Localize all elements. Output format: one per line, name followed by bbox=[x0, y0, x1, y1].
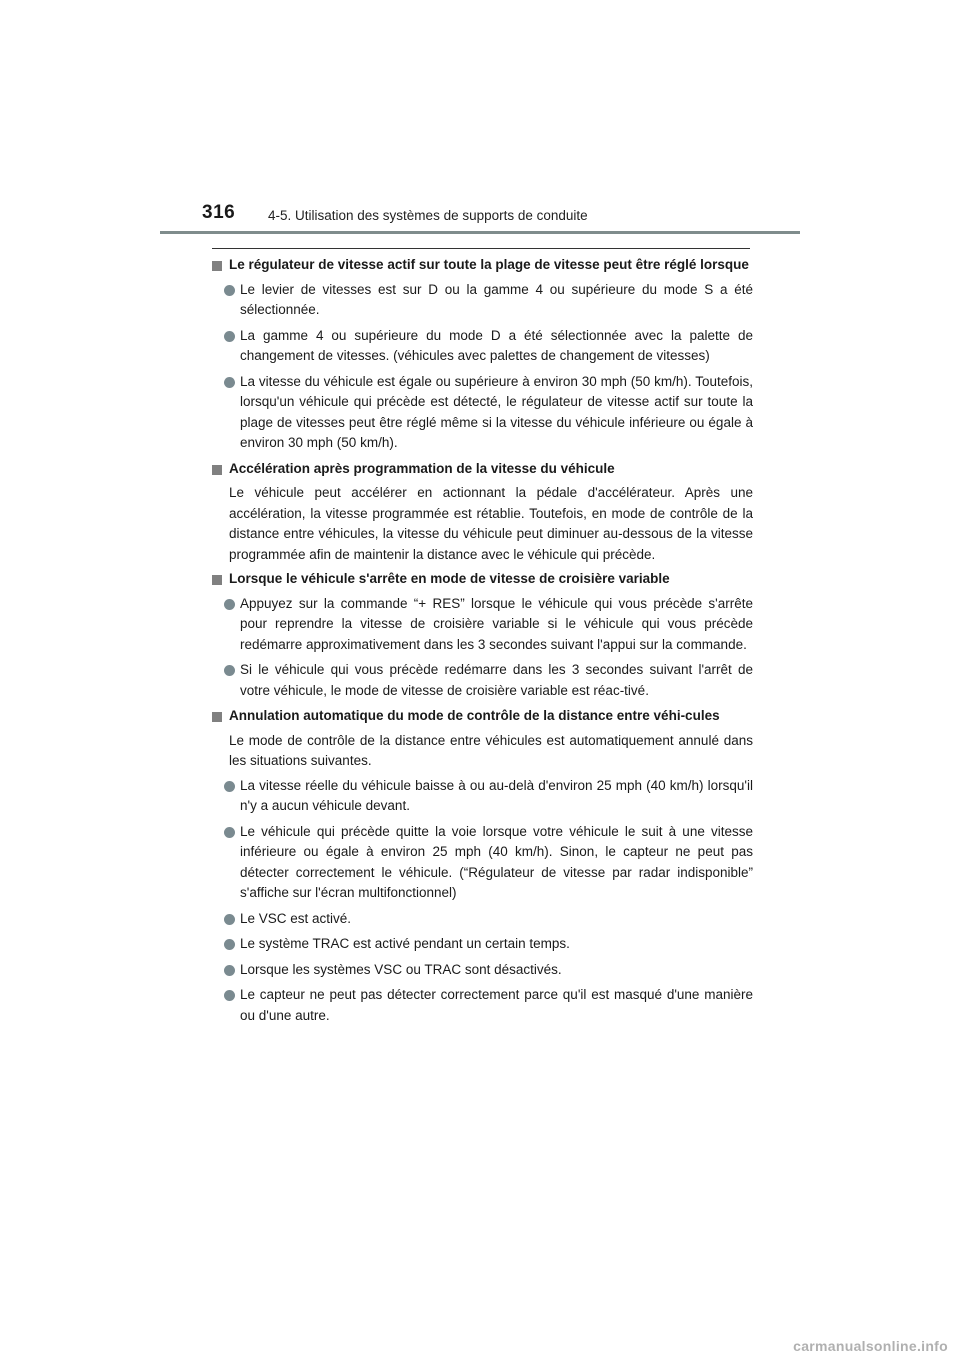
list-item bbox=[212, 594, 753, 656]
list-item-text: Le véhicule qui précède quitte la voie lorsque votre véhicule le suit à une vitesse inférieure ou égale à environ 25 mph (40 km/h). Sinon, le capteur ne peut pas détecter correctement le véhicule. (“Régulateur de vitesse par radar indisponible” s'affiche sur l'écran multifonctionnel) bbox=[240, 823, 753, 900]
round-bullet-icon bbox=[224, 285, 235, 296]
round-bullet-icon bbox=[224, 781, 235, 792]
square-bullet-icon bbox=[212, 465, 222, 475]
list-item-text: Le capteur ne peut pas détecter correctement parce qu'il est masqué d'une manière ou d'une autre. bbox=[240, 987, 753, 1023]
page-number: 316 bbox=[202, 202, 236, 223]
section-heading bbox=[212, 569, 753, 590]
list-item bbox=[212, 985, 753, 1026]
content bbox=[212, 255, 753, 1031]
section-heading bbox=[212, 706, 753, 727]
section-acceleration bbox=[212, 459, 753, 566]
list-item bbox=[212, 934, 753, 955]
list-item-text: Le VSC est activé. bbox=[240, 910, 352, 926]
content-top-rule bbox=[212, 248, 750, 249]
page-header bbox=[160, 198, 800, 238]
list-item bbox=[212, 822, 753, 904]
list-item bbox=[212, 660, 753, 701]
list-item bbox=[212, 326, 753, 367]
square-bullet-icon bbox=[212, 261, 222, 271]
square-bullet-icon bbox=[212, 712, 222, 722]
round-bullet-icon bbox=[224, 990, 235, 1001]
section-auto-cancel bbox=[212, 706, 753, 1026]
round-bullet-icon bbox=[224, 965, 235, 976]
section-heading bbox=[212, 255, 753, 276]
watermark-logo: carmanualsonline.info bbox=[793, 1338, 948, 1354]
section-body-text: Le véhicule peut accélérer en actionnant la pédale d'accélérateur. Après une accélération, la vitesse programmée est rétablie. Toutefois, en mode de contrôle de la distance entre véhicules, la vitesse du véhicule peut diminuer au-dessous de la vitesse programmée afin de maintenir la distance avec le véhicule qui précède. bbox=[229, 485, 753, 562]
round-bullet-icon bbox=[224, 377, 235, 388]
list-item-text: Le système TRAC est activé pendant un certain temps. bbox=[240, 936, 570, 951]
list-item-text: Lorsque les systèmes VSC ou TRAC sont désactivés. bbox=[240, 961, 562, 977]
section-heading-text: Lorsque le véhicule s'arrête en mode de vitesse de croisière variable bbox=[229, 571, 670, 586]
round-bullet-icon bbox=[224, 331, 235, 342]
list-item-text: La vitesse réelle du véhicule baisse à ou au-delà d'environ 25 mph (40 km/h) lorsqu'il n'y a aucun véhicule devant. bbox=[240, 777, 753, 813]
section-body-text: Le mode de contrôle de la distance entre véhicules est automatiquement annulé dans les situations suivantes. bbox=[229, 732, 753, 768]
section-full-range-conditions bbox=[212, 255, 753, 454]
section-heading-text: Annulation automatique du mode de contrôle de la distance entre véhi-cules bbox=[229, 708, 720, 723]
square-bullet-icon bbox=[212, 575, 222, 585]
section-heading-text: Le régulateur de vitesse actif sur toute la plage de vitesse peut être réglé lorsque bbox=[229, 257, 749, 272]
section-title: 4-5. Utilisation des systèmes de supports de conduite bbox=[268, 208, 588, 223]
list-item bbox=[212, 960, 753, 981]
list-item-text: Le levier de vitesses est sur D ou la gamme 4 ou supérieure du mode S a été sélectionnée. bbox=[240, 281, 753, 317]
round-bullet-icon bbox=[224, 827, 235, 838]
list-item-text: La gamme 4 ou supérieure du mode D a été sélectionnée avec la palette de changement de vitesses. (véhicules avec palettes de changement de vitesses) bbox=[240, 327, 753, 363]
list-item bbox=[212, 280, 753, 321]
round-bullet-icon bbox=[224, 599, 235, 610]
section-heading-text: Accélération après programmation de la vitesse du véhicule bbox=[229, 460, 615, 476]
list-item-text: La vitesse du véhicule est égale ou supérieure à environ 30 mph (50 km/h). Toutefois, lorsqu'un véhicule qui précède est détecté, le régulateur de vitesse actif sur toute la plage de vitesses peut être réglé même si la vitesse du véhicule inférieure ou égale à environ 30 mph (50 km/h). bbox=[240, 373, 753, 450]
header-rule bbox=[160, 231, 800, 234]
list-item bbox=[212, 909, 753, 930]
list-item bbox=[212, 372, 753, 454]
section-heading bbox=[212, 459, 753, 480]
round-bullet-icon bbox=[224, 914, 235, 925]
list-item-text: Si le véhicule qui vous précède redémarre dans les 3 secondes suivant l'arrêt de votre véhicule, le mode de vitesse de croisière variable est réac-tivé. bbox=[240, 662, 753, 698]
section-vehicle-stops bbox=[212, 569, 753, 701]
list-item-text: Appuyez sur la commande “+ RES” lorsque le véhicule qui vous précède s'arrête pour reprendre la vitesse de croisière variable si le véhicule qui vous précède redémarre approximativement dans les 3 secondes suivant l'appui sur la commande. bbox=[240, 595, 753, 652]
list-item bbox=[212, 776, 753, 817]
round-bullet-icon bbox=[224, 665, 235, 676]
round-bullet-icon bbox=[224, 939, 235, 950]
